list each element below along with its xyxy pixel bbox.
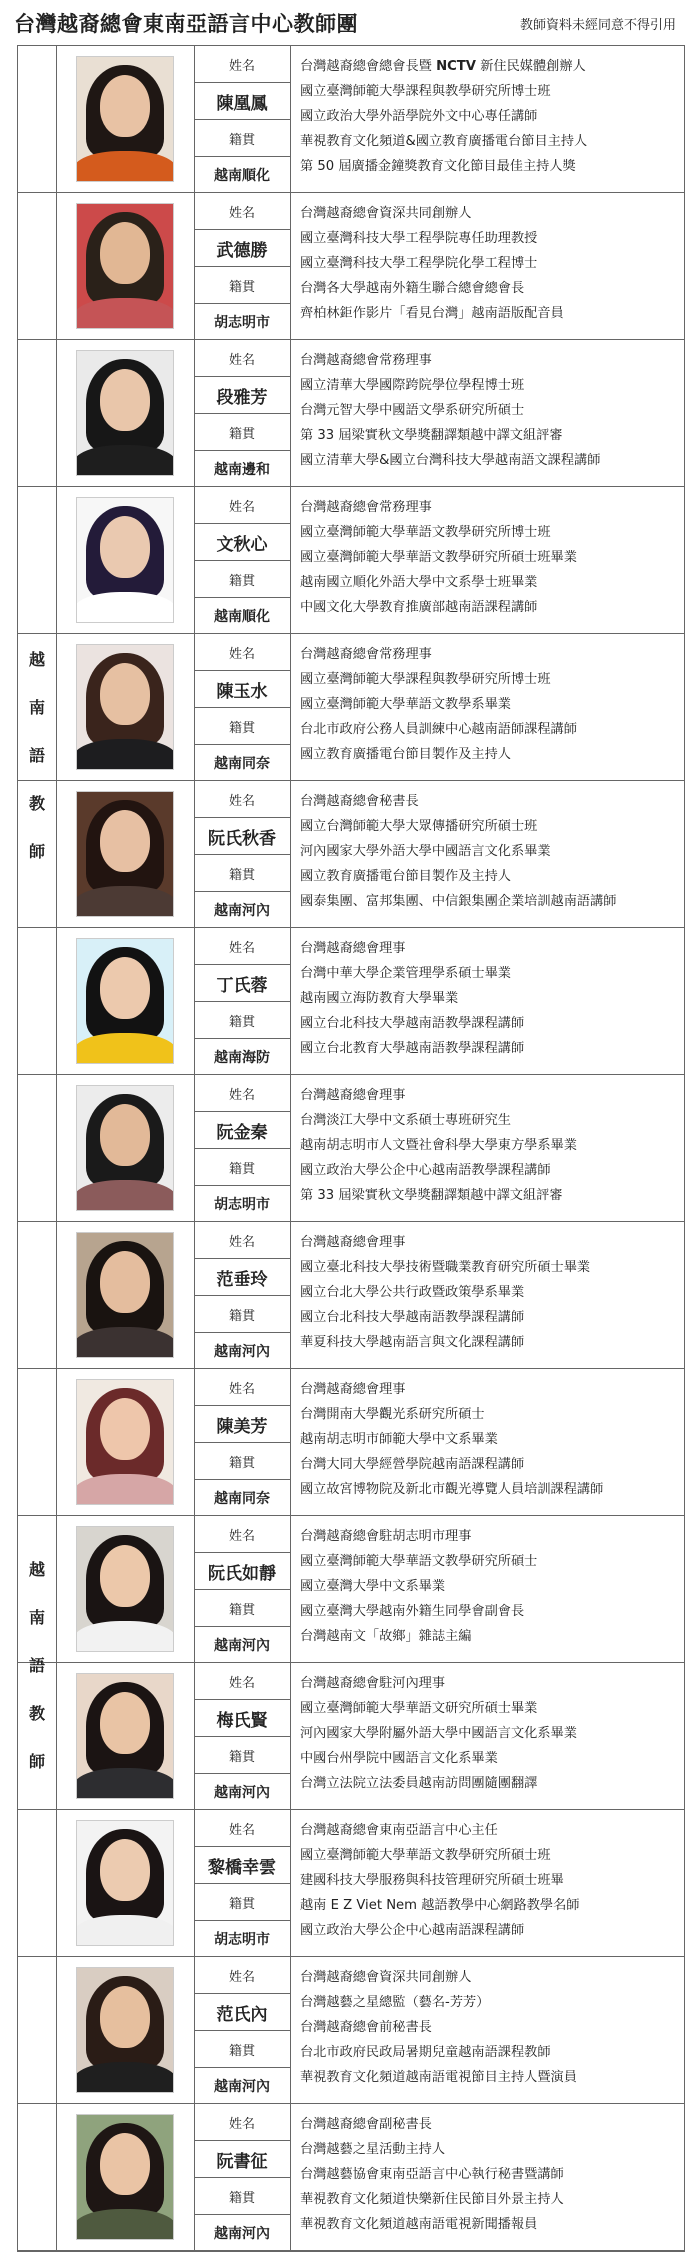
teacher-row xyxy=(18,1369,684,1516)
section-label-char: 越 xyxy=(28,650,45,669)
name-label: 姓名 xyxy=(194,1957,290,1994)
description-line: 中國台州學院中國語言文化系畢業 xyxy=(300,1751,498,1766)
teacher-photo xyxy=(76,1232,174,1358)
photo-clothes xyxy=(76,1915,174,1946)
teacher-name: 阮氏秋香 xyxy=(194,818,290,855)
description-line: 國立台灣師範大學大眾傳播研究所碩士班 xyxy=(300,819,538,834)
name-label: 姓名 xyxy=(194,928,290,965)
photo-clothes xyxy=(76,1033,174,1064)
description-line: 華視教育文化頻道&國立教育廣播電台節目主持人 xyxy=(300,134,588,149)
photo-face xyxy=(100,1692,150,1754)
teacher-name: 段雅芳 xyxy=(194,377,290,414)
description-line: 華視教育文化頻道越南語電視節目主持人暨演員 xyxy=(300,2070,577,2085)
description-line: 國立臺灣科技大學工程學院化學工程博士 xyxy=(300,256,538,271)
description-line: 國立政治大學外語學院外文中心專任講師 xyxy=(300,109,538,124)
description-line: 台灣越裔總會秘書長 xyxy=(300,794,419,809)
description-line: 台灣立法院立法委員越南訪問團隨團翻譯 xyxy=(300,1776,538,1791)
section-label-char: 教 xyxy=(28,1704,45,1723)
teacher-photo xyxy=(76,1379,174,1505)
teacher-info xyxy=(194,340,291,486)
name-label: 姓名 xyxy=(194,1222,290,1259)
photo-cell xyxy=(56,1369,195,1515)
description-line: 越南國立海防教育大學畢業 xyxy=(300,991,459,1006)
description-line: 第 33 屆梁實秋文學獎翻譯類越中譯文組評審 xyxy=(300,428,563,443)
photo-cell xyxy=(56,928,195,1074)
name-label: 姓名 xyxy=(194,781,290,818)
description-line: 國立台北教育大學越南語教學課程講師 xyxy=(300,1041,525,1056)
description-line: 台灣越裔總會資深共同創辦人 xyxy=(300,206,472,221)
teacher-name: 范氏內 xyxy=(194,1994,290,2031)
teacher-info xyxy=(194,1957,291,2103)
section-label-char: 語 xyxy=(28,746,45,765)
description-line: 台灣越裔總會駐河內理事 xyxy=(300,1676,446,1691)
section-label-cell xyxy=(18,1075,57,1221)
photo-cell xyxy=(56,1810,195,1956)
description-line: 台北市政府公務人員訓練中心越南語師課程講師 xyxy=(300,722,577,737)
teacher-description xyxy=(290,781,684,927)
photo-cell xyxy=(56,340,195,486)
origin-label: 籍貫 xyxy=(194,561,290,598)
section-label-char: 語 xyxy=(28,1656,45,1675)
teacher-description xyxy=(290,2104,684,2250)
teacher-description xyxy=(290,193,684,339)
teacher-row xyxy=(18,1663,684,1810)
description-line: 台灣越裔總會常務理事 xyxy=(300,353,432,368)
photo-face xyxy=(100,1398,150,1460)
description-line: 河內國家大學外語大學中國語言文化系畢業 xyxy=(300,844,551,859)
teacher-name: 阮金秦 xyxy=(194,1112,290,1149)
teacher-info xyxy=(194,1075,291,1221)
origin-label: 籍貫 xyxy=(194,2178,290,2215)
section-label-cell xyxy=(18,1957,57,2103)
description-line: 國泰集團、富邦集團、中信銀集團企業培訓越南語講師 xyxy=(300,894,617,909)
teacher-row xyxy=(18,2104,684,2251)
description-line: 越南胡志明市人文暨社會科學大學東方學系畢業 xyxy=(300,1138,577,1153)
photo-cell xyxy=(56,634,195,780)
description-line: 台灣越裔總會常務理事 xyxy=(300,647,432,662)
origin-label: 籍貫 xyxy=(194,1002,290,1039)
teacher-photo xyxy=(76,350,174,476)
copyright-note: 教師資料未經同意不得引用 xyxy=(519,18,676,33)
description-line: 台灣越裔總會常務理事 xyxy=(300,500,432,515)
teacher-origin: 越南河內 xyxy=(214,2226,270,2242)
photo-face xyxy=(100,663,150,725)
description-line: 台灣越裔總會資深共同創辦人 xyxy=(300,1970,472,1985)
teacher-info xyxy=(194,487,291,633)
description-line: 國立故宮博物院及新北市觀光導覽人員培訓課程講師 xyxy=(300,1482,604,1497)
name-label: 姓名 xyxy=(194,1516,290,1553)
description-line: 台灣越南文「故鄉」雜誌主編 xyxy=(300,1629,472,1644)
photo-clothes xyxy=(76,1621,174,1652)
photo-cell xyxy=(56,1075,195,1221)
name-label: 姓名 xyxy=(194,193,290,230)
description-line: 國立政治大學公企中心越南語教學課程講師 xyxy=(300,1163,551,1178)
photo-clothes xyxy=(76,2209,174,2240)
name-label: 姓名 xyxy=(194,1810,290,1847)
origin-label: 籍貫 xyxy=(194,1590,290,1627)
description-line: 華視教育文化頻道越南語電視新聞播報員 xyxy=(300,2217,538,2232)
description-line: 國立臺灣科技大學工程學院專任助理教授 xyxy=(300,231,538,246)
description-line: 國立臺灣師範大學課程與教學研究所博士班 xyxy=(300,84,551,99)
photo-face xyxy=(100,369,150,431)
teacher-description xyxy=(290,1369,684,1515)
photo-face xyxy=(100,1986,150,2048)
photo-face xyxy=(100,957,150,1019)
section-label-cell xyxy=(18,340,57,486)
teacher-row xyxy=(18,340,684,487)
description-line: 台灣越裔總會理事 xyxy=(300,941,406,956)
origin-label: 籍貫 xyxy=(194,1737,290,1774)
teacher-name: 黎橋幸雲 xyxy=(194,1847,290,1884)
teacher-description xyxy=(290,1222,684,1368)
page-title: 台灣越裔總會東南亞語言中心教師團 xyxy=(14,12,358,36)
photo-clothes xyxy=(76,1474,174,1505)
photo-cell xyxy=(56,1222,195,1368)
photo-cell xyxy=(56,487,195,633)
photo-cell xyxy=(56,1957,195,2103)
teacher-name: 陳玉水 xyxy=(194,671,290,708)
teacher-description xyxy=(290,1663,684,1809)
teacher-photo xyxy=(76,2114,174,2240)
section-label-char: 南 xyxy=(28,1608,45,1627)
teacher-origin: 胡志明市 xyxy=(214,315,270,331)
origin-label: 籍貫 xyxy=(194,855,290,892)
name-label: 姓名 xyxy=(194,2104,290,2141)
description-line: 國立臺灣師範大學華語文教學研究所博士班 xyxy=(300,525,551,540)
photo-clothes xyxy=(76,445,174,476)
description-line: 台灣越藝之星活動主持人 xyxy=(300,2142,446,2157)
teacher-description xyxy=(290,487,684,633)
origin-label: 籍貫 xyxy=(194,414,290,451)
section-label-char: 教 xyxy=(28,794,45,813)
teacher-info xyxy=(194,1663,291,1809)
name-label: 姓名 xyxy=(194,634,290,671)
name-label: 姓名 xyxy=(194,1075,290,1112)
photo-face xyxy=(100,1839,150,1901)
photo-clothes xyxy=(76,1768,174,1799)
teacher-info xyxy=(194,46,291,192)
description-line: 台灣越藝之星總監（藝名-芳芳） xyxy=(300,1995,490,2010)
photo-clothes xyxy=(76,592,174,623)
teacher-origin: 越南河內 xyxy=(214,1785,270,1801)
page-header xyxy=(0,0,690,44)
teacher-photo xyxy=(76,56,174,182)
origin-label: 籍貫 xyxy=(194,1149,290,1186)
teacher-row xyxy=(18,781,684,928)
name-label: 姓名 xyxy=(194,46,290,83)
teacher-photo xyxy=(76,791,174,917)
name-label: 姓名 xyxy=(194,1663,290,1700)
photo-cell xyxy=(56,781,195,927)
teacher-origin: 越南同奈 xyxy=(214,1491,270,1507)
teacher-row xyxy=(18,46,684,193)
teacher-origin: 越南順化 xyxy=(214,168,270,184)
teacher-info xyxy=(194,781,291,927)
photo-face xyxy=(100,1251,150,1313)
description-line: 台灣越裔總會總會長暨 NCTV 新住民媒體創辦人 xyxy=(300,59,586,74)
photo-face xyxy=(100,222,150,284)
photo-face xyxy=(100,2133,150,2195)
teacher-info xyxy=(194,193,291,339)
teacher-origin: 越南同奈 xyxy=(214,756,270,772)
description-line: 華視教育文化頻道快樂新住民節目外景主持人 xyxy=(300,2192,564,2207)
description-line: 國立教育廣播電台節目製作及主持人 xyxy=(300,747,511,762)
teacher-name: 阮書征 xyxy=(194,2141,290,2178)
teacher-origin: 越南順化 xyxy=(214,609,270,625)
photo-face xyxy=(100,1545,150,1607)
description-line: 第 33 屆梁實秋文學獎翻譯類越中譯文組評審 xyxy=(300,1188,563,1203)
description-line: 第 50 屆廣播金鐘獎教育文化節目最佳主持人獎 xyxy=(300,159,576,174)
teacher-description xyxy=(290,1516,684,1662)
origin-label: 籍貫 xyxy=(194,2031,290,2068)
teacher-info xyxy=(194,1222,291,1368)
teacher-row xyxy=(18,487,684,634)
teacher-name: 丁氏蓉 xyxy=(194,965,290,1002)
section-label-cell xyxy=(18,928,57,1074)
section-label-char: 南 xyxy=(28,698,45,717)
teacher-name: 陳美芳 xyxy=(194,1406,290,1443)
section-label-char: 師 xyxy=(28,1752,45,1771)
teacher-origin: 越南河內 xyxy=(214,2079,270,2095)
photo-clothes xyxy=(76,151,174,182)
teacher-name: 范垂玲 xyxy=(194,1259,290,1296)
description-line: 台灣越藝協會東南亞語言中心執行秘書暨講師 xyxy=(300,2167,564,2182)
teacher-photo xyxy=(76,938,174,1064)
description-line: 越南 E Z Viet Nem 越語教學中心網路教學名師 xyxy=(300,1898,580,1913)
photo-clothes xyxy=(76,1327,174,1358)
description-line: 台灣各大學越南外籍生聯合總會總會長 xyxy=(300,281,525,296)
section-label-cell xyxy=(18,487,57,633)
description-line: 台灣越裔總會理事 xyxy=(300,1088,406,1103)
teacher-name: 文秋心 xyxy=(194,524,290,561)
description-line: 台灣越裔總會東南亞語言中心主任 xyxy=(300,1823,498,1838)
teacher-info xyxy=(194,1516,291,1662)
teacher-table xyxy=(17,45,685,2252)
origin-label: 籍貫 xyxy=(194,267,290,304)
description-line: 國立台北科技大學越南語教學課程講師 xyxy=(300,1310,525,1325)
section-label-cell xyxy=(18,1369,57,1515)
description-line: 台北市政府民政局暑期兒童越南語課程教師 xyxy=(300,2045,551,2060)
name-label: 姓名 xyxy=(194,340,290,377)
description-line: 越南胡志明市師範大學中文系畢業 xyxy=(300,1432,498,1447)
teacher-photo xyxy=(76,1526,174,1652)
name-label: 姓名 xyxy=(194,1369,290,1406)
teacher-info xyxy=(194,2104,291,2250)
teacher-info xyxy=(194,928,291,1074)
origin-label: 籍貫 xyxy=(194,1884,290,1921)
description-line: 國立臺灣大學中文系畢業 xyxy=(300,1579,446,1594)
photo-face xyxy=(100,810,150,872)
teacher-row xyxy=(18,634,684,781)
photo-face xyxy=(100,1104,150,1166)
teacher-description xyxy=(290,928,684,1074)
teacher-info xyxy=(194,1369,291,1515)
teacher-origin: 越南河內 xyxy=(214,1638,270,1654)
teacher-row xyxy=(18,1957,684,2104)
description-line: 國立臺灣師範大學華語文研究所碩士畢業 xyxy=(300,1701,538,1716)
description-line: 台灣開南大學觀光系研究所碩士 xyxy=(300,1407,485,1422)
photo-cell xyxy=(56,1516,195,1662)
section-label-cell xyxy=(18,46,57,192)
teacher-photo xyxy=(76,644,174,770)
teacher-description xyxy=(290,46,684,192)
teacher-photo xyxy=(76,1967,174,2093)
description-line: 台灣越裔總會副秘書長 xyxy=(300,2117,432,2132)
photo-clothes xyxy=(76,739,174,770)
teacher-photo xyxy=(76,497,174,623)
teacher-description xyxy=(290,1075,684,1221)
teacher-description xyxy=(290,340,684,486)
photo-cell xyxy=(56,46,195,192)
teacher-origin: 越南河內 xyxy=(214,1344,270,1360)
teacher-photo xyxy=(76,203,174,329)
photo-clothes xyxy=(76,2062,174,2093)
section-label-char: 師 xyxy=(28,842,45,861)
description-line: 國立臺北科技大學技術暨職業教育研究所碩士畢業 xyxy=(300,1260,591,1275)
photo-face xyxy=(100,516,150,578)
section-label-cell xyxy=(18,2104,57,2250)
photo-face xyxy=(100,75,150,137)
teacher-description xyxy=(290,1810,684,1956)
teacher-origin: 越南河內 xyxy=(214,903,270,919)
teacher-origin: 胡志明市 xyxy=(214,1197,270,1213)
description-line: 台灣越裔總會理事 xyxy=(300,1235,406,1250)
teacher-origin: 胡志明市 xyxy=(214,1932,270,1948)
teacher-row xyxy=(18,1222,684,1369)
photo-cell xyxy=(56,193,195,339)
teacher-description xyxy=(290,634,684,780)
description-line: 國立臺灣師範大學課程與教學研究所博士班 xyxy=(300,672,551,687)
description-line: 台灣淡江大學中文系碩士專班研究生 xyxy=(300,1113,511,1128)
origin-label: 籍貫 xyxy=(194,708,290,745)
photo-cell xyxy=(56,1663,195,1809)
teacher-row xyxy=(18,193,684,340)
teacher-info xyxy=(194,1810,291,1956)
teacher-origin: 越南海防 xyxy=(214,1050,270,1066)
description-line: 台灣越裔總會理事 xyxy=(300,1382,406,1397)
teacher-row xyxy=(18,1516,684,1663)
teacher-row xyxy=(18,1075,684,1222)
description-line: 台灣中華大學企業管理學系碩士畢業 xyxy=(300,966,511,981)
photo-clothes xyxy=(76,1180,174,1211)
description-line: 齊柏林鉅作影片「看見台灣」越南語版配音員 xyxy=(300,306,564,321)
section-label-cell xyxy=(18,1810,57,1956)
description-line: 國立臺灣師範大學華語文教學研究所碩士班畢業 xyxy=(300,550,577,565)
description-line: 國立臺灣師範大學華語文教學研究所碩士班 xyxy=(300,1848,551,1863)
description-line: 台灣大同大學經營學院越南語課程講師 xyxy=(300,1457,525,1472)
name-label: 姓名 xyxy=(194,487,290,524)
description-line: 華夏科技大學越南語言與文化課程講師 xyxy=(300,1335,525,1350)
section-label-cell xyxy=(18,1222,57,1368)
teacher-row xyxy=(18,928,684,1075)
description-line: 中國文化大學教育推廣部越南語課程講師 xyxy=(300,600,538,615)
origin-label: 籍貫 xyxy=(194,1296,290,1333)
teacher-photo xyxy=(76,1673,174,1799)
photo-cell xyxy=(56,2104,195,2250)
description-line: 台灣越裔總會駐胡志明市理事 xyxy=(300,1529,472,1544)
teacher-row xyxy=(18,1810,684,1957)
description-line: 台灣越裔總會前秘書長 xyxy=(300,2020,432,2035)
description-line: 國立清華大學&國立台灣科技大學越南語文課程講師 xyxy=(300,453,601,468)
description-line: 國立台北大學公共行政暨政策學系畢業 xyxy=(300,1285,525,1300)
description-line: 國立臺灣大學越南外籍生同學會副會長 xyxy=(300,1604,525,1619)
teacher-origin: 越南邊和 xyxy=(214,462,270,478)
photo-clothes xyxy=(76,886,174,917)
section-label-char: 越 xyxy=(28,1560,45,1579)
teacher-description xyxy=(290,1957,684,2103)
description-line: 國立政治大學公企中心越南語課程講師 xyxy=(300,1923,525,1938)
description-line: 國立清華大學國際跨院學位學程博士班 xyxy=(300,378,525,393)
description-line: 建國科技大學服務與科技管理研究所碩士班畢 xyxy=(300,1873,564,1888)
teacher-info xyxy=(194,634,291,780)
teacher-name: 武德勝 xyxy=(194,230,290,267)
description-line: 台灣元智大學中國語文學系研究所碩士 xyxy=(300,403,525,418)
photo-clothes xyxy=(76,298,174,329)
description-line: 國立台北科技大學越南語教學課程講師 xyxy=(300,1016,525,1031)
origin-label: 籍貫 xyxy=(194,1443,290,1480)
teacher-photo xyxy=(76,1085,174,1211)
teacher-photo xyxy=(76,1820,174,1946)
description-line: 國立臺灣師範大學華語文教學研究所碩士 xyxy=(300,1554,538,1569)
origin-label: 籍貫 xyxy=(194,120,290,157)
description-line: 河內國家大學附屬外語大學中國語言文化系畢業 xyxy=(300,1726,577,1741)
teacher-name: 梅氏賢 xyxy=(194,1700,290,1737)
section-label-cell xyxy=(18,193,57,339)
description-line: 國立臺灣師範大學華語文教學系畢業 xyxy=(300,697,511,712)
teacher-name: 陳凰鳳 xyxy=(194,83,290,120)
teacher-name: 阮氏如靜 xyxy=(194,1553,290,1590)
description-line: 越南國立順化外語大學中文系學士班畢業 xyxy=(300,575,538,590)
description-line: 國立教育廣播電台節目製作及主持人 xyxy=(300,869,511,884)
